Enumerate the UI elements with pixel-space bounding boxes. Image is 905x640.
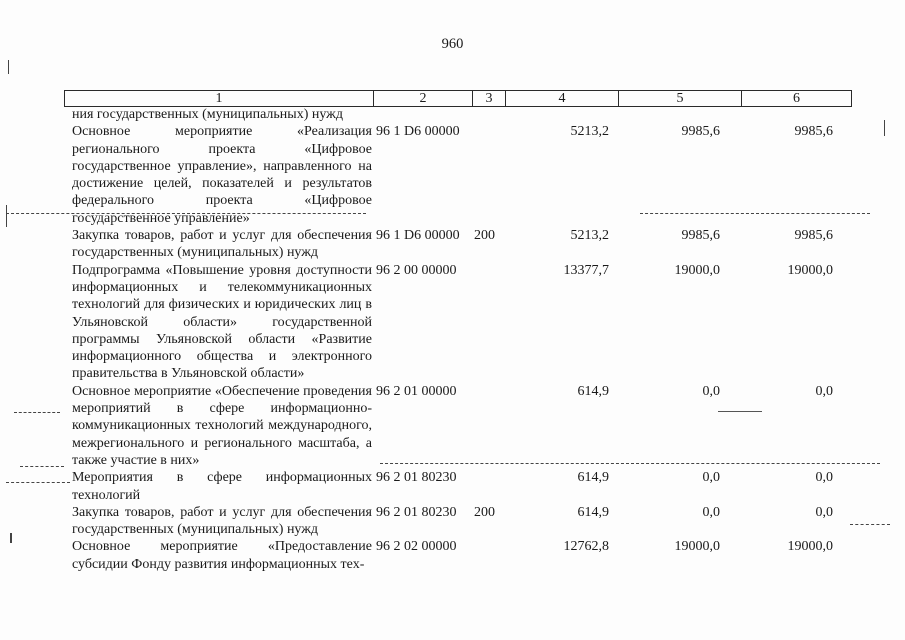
row-value-2: 0,0 xyxy=(702,504,720,520)
table-row xyxy=(64,383,852,469)
row-expense-type: 200 xyxy=(474,504,495,520)
row-value-1: 5213,2 xyxy=(570,228,609,244)
scan-artifact-line xyxy=(380,463,880,464)
table-column-header xyxy=(64,90,852,107)
row-expense-type xyxy=(474,106,502,123)
row-name: Закупка товаров, работ и услуг для обеспечения государственных (муниципальных) нужд xyxy=(72,228,372,261)
table-row xyxy=(64,106,852,123)
row-code: 96 2 01 00000 xyxy=(376,383,457,399)
row-expense-type xyxy=(474,123,502,227)
row-name: Закупка товаров, работ и услуг для обеспечения государственных (муниципальных) нужд xyxy=(72,504,372,538)
row-expense-type xyxy=(474,469,502,504)
row-code: 96 1 D6 00000 xyxy=(376,228,460,244)
scan-artifact-tick xyxy=(8,60,9,74)
row-value-2: 19000,0 xyxy=(674,262,720,278)
row-expense-type xyxy=(474,538,502,573)
scan-artifact-line xyxy=(6,482,70,483)
column-header-2: 2 xyxy=(374,91,473,106)
row-value-3 xyxy=(720,106,833,123)
row-value-3: 9985,6 xyxy=(794,228,833,244)
scan-artifact-line xyxy=(6,213,366,214)
row-value-1: 13377,7 xyxy=(563,262,609,278)
column-header-4: 4 xyxy=(506,91,619,106)
row-name: Мероприятия в сфере информационных технологий xyxy=(72,470,372,503)
row-value-1: 12762,8 xyxy=(563,539,609,555)
scan-artifact-line xyxy=(718,411,762,412)
row-expense-type: 200 xyxy=(474,228,495,244)
row-name: ния государственных (муниципальных) нужд xyxy=(72,107,343,122)
row-value-3: 19000,0 xyxy=(787,262,833,278)
row-value-2: 19000,0 xyxy=(674,539,720,555)
table-row xyxy=(64,227,852,262)
table-row xyxy=(64,504,852,539)
scan-artifact-tick xyxy=(6,205,7,227)
row-name: Основное мероприятие «Обеспечение проведения мероприятий в сфере информационно-коммуникационных технологий международного, межрегионального и регионального масштаба, а также участие в них» xyxy=(72,383,372,468)
scan-artifact-line xyxy=(14,412,60,413)
scan-artifact-line xyxy=(850,524,890,525)
row-value-3: 9985,6 xyxy=(794,124,833,140)
row-value-2: 0,0 xyxy=(702,470,720,486)
table-row xyxy=(64,262,852,383)
row-code: 96 1 D6 00000 xyxy=(376,124,460,140)
table-row xyxy=(64,123,852,227)
row-code: 96 2 01 80230 xyxy=(376,504,457,520)
table-row xyxy=(64,538,852,573)
column-header-6: 6 xyxy=(793,91,800,106)
page-number: 960 xyxy=(441,36,464,52)
row-value-2 xyxy=(609,106,720,123)
row-code xyxy=(372,106,474,123)
row-code: 96 2 00 00000 xyxy=(376,262,457,278)
row-value-2: 9985,6 xyxy=(681,228,720,244)
budget-table xyxy=(64,106,852,573)
table-row xyxy=(64,469,852,504)
row-name: Подпрограмма «Повышение уровня доступности информационных и телекоммуникационных технологий для физических и юридических лиц в Ульяновской области» государственной программы Ульяновской области «Развитие информационного общества и электронного правительства в Ульяновской области» xyxy=(72,262,372,382)
row-value-3: 0,0 xyxy=(815,470,833,486)
scan-artifact-line xyxy=(640,213,870,214)
row-value-3: 0,0 xyxy=(815,383,833,399)
row-code: 96 2 01 80230 xyxy=(376,470,457,486)
column-header-1: 1 xyxy=(65,91,374,106)
row-expense-type xyxy=(474,262,502,383)
row-value-2: 0,0 xyxy=(702,383,720,399)
row-value-1: 614,9 xyxy=(577,470,609,486)
row-value-1: 614,9 xyxy=(577,504,609,520)
row-value-3: 19000,0 xyxy=(787,539,833,555)
scan-artifact-tick xyxy=(10,533,12,543)
column-header-5: 5 xyxy=(619,91,742,106)
row-value-1 xyxy=(502,106,609,123)
column-header-3: 3 xyxy=(473,91,506,106)
scan-artifact-line xyxy=(20,466,64,467)
row-expense-type xyxy=(474,383,502,469)
scan-artifact-tick xyxy=(884,120,885,136)
row-name: Основное мероприятие «Реализация регионального проекта «Цифровое государственное управление», направленного на достижение целей, показателей и результатов федерального проекта «Цифровое государственное управление» xyxy=(72,124,372,226)
row-name: Основное мероприятие «Предоставление субсидии Фонду развития информационных тех- xyxy=(72,539,372,572)
row-value-2: 9985,6 xyxy=(681,124,720,140)
row-value-1: 614,9 xyxy=(577,383,609,399)
row-value-1: 5213,2 xyxy=(570,124,609,140)
row-value-3: 0,0 xyxy=(815,504,833,520)
row-code: 96 2 02 00000 xyxy=(376,539,457,555)
